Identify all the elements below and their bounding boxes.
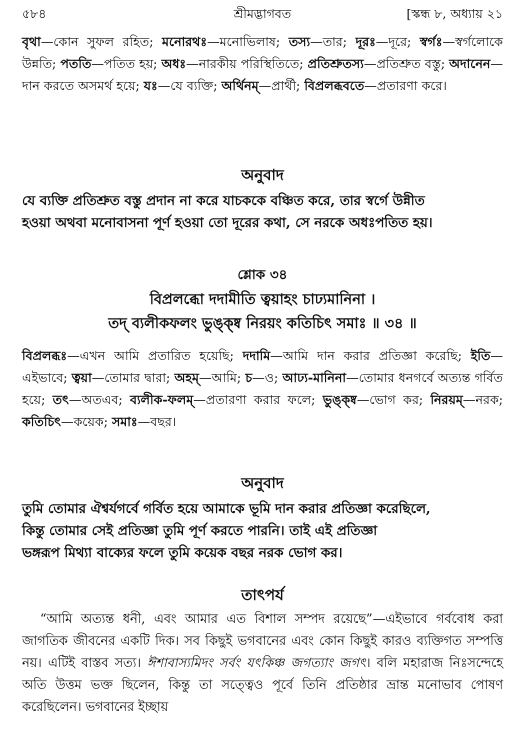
- synonym-term: নিরয়ম্: [430, 392, 463, 407]
- synonym-term: কতিচিৎ: [22, 414, 61, 429]
- synonym-term: অধঃ: [161, 56, 187, 71]
- translation-2-line-1: তুমি তোমার ঐশ্বর্যগর্বে গর্বিত হয়ে আমাকে ভূমি দান করার প্রতিজ্ঞা করেছিলে,: [22, 501, 431, 517]
- translation-2-line-3: ভঙ্গরূপ মিথ্যা বাক্যের ফলে তুমি কয়েক বছর নরক ভোগ কর।: [22, 545, 343, 561]
- synonym-term: ইতি: [470, 348, 491, 363]
- synonym-term: তস্য: [288, 34, 311, 49]
- page-number: ৫৮৪: [22, 6, 47, 21]
- synonym-term: অহম্: [174, 370, 199, 385]
- purport-heading: তাৎপর্য: [241, 586, 284, 604]
- translation-heading-1: অনুবাদ: [241, 166, 284, 184]
- translation-heading-2: অনুবাদ: [241, 474, 284, 492]
- synonym-meaning: —প্রতারণা করার ফলে;: [193, 392, 323, 407]
- translation-1-line-1: যে ব্যক্তি প্রতিশ্রুত বস্তু প্রদান না করে যাচককে বঞ্চিত করে, তার স্বর্গে উন্নীত: [22, 193, 425, 209]
- purport-text-b: । বলি মহারাজ নিঃসন্দেহে অতি উত্তম ভক্ত ছিলেন, কিন্তু তা সত্ত্বেও পূর্বে তিনি প্রতিষ্ঠার ভ্রান্ত মনোভাব পোষণ করেছিলেন। ভগবানের ইচ্ছায়: [22, 656, 503, 715]
- synonym-meaning: —বছর।: [137, 414, 177, 429]
- synonym-term: ভুঙ্ক্ষ্ব: [322, 392, 357, 407]
- synonym-term: বিপ্রলব্ধঃ: [22, 348, 68, 363]
- synonym-meaning: —আমি দান করার প্রতিজ্ঞা করেছি;: [270, 348, 471, 363]
- synonym-meaning: —প্রতারণা করে।: [364, 78, 447, 93]
- synonym-meaning: —যে ব্যক্তি;: [157, 78, 222, 93]
- purport-paragraph: [22, 609, 503, 719]
- section-reference: [স্কন্ধ ৮, অধ্যায় ২১: [406, 6, 503, 21]
- synonyms-block-top: [22, 31, 503, 97]
- synonym-meaning: —কয়েক;: [61, 414, 112, 429]
- translation-paragraph-2: [22, 498, 503, 564]
- synonym-term: মনোরথঃ: [162, 34, 208, 49]
- book-title: শ্রীমদ্ভাগবত: [233, 6, 292, 21]
- synonym-term: ব্যলীক-ফলম্: [129, 392, 194, 407]
- synonym-meaning: —ভোগ কর;: [356, 392, 431, 407]
- synonym-meaning: —এইভাবে;: [22, 348, 503, 385]
- synonym-meaning: —প্রতিশ্রুত বস্তু;: [363, 56, 450, 71]
- synonym-term: দদামি: [242, 348, 271, 363]
- synonym-meaning: —স্বর্গলোকে উন্নতি;: [22, 34, 503, 71]
- synonym-term: চ: [245, 370, 253, 385]
- synonym-term: তৎ: [52, 392, 69, 407]
- synonym-meaning: —দান করতে অসমর্থ হয়ে;: [22, 56, 503, 93]
- synonym-term: অদানেন: [449, 56, 491, 71]
- translation-paragraph-1: [22, 190, 503, 234]
- verse-line-1: বিপ্রলব্ধো দদামীতি ত্বয়াহং চাঢ্যমানিনা ।: [149, 291, 376, 308]
- purport-text-a: “আমি অত্যন্ত ধনী, এবং আমার এত বিশাল সম্পদ রয়েছে”—এইভাবে গর্ববোধ করা জাগতিক জীবনের একটি দিক। সব কিছুই ভগবানের এবং কোন কিছুই কারও ব্যক্তিগত সম্পত্তি নয়। এটিই বাস্তব সত্য।: [22, 612, 503, 671]
- translation-2-line-2: কিন্তু তোমার সেই প্রতিজ্ঞা তুমি পূর্ণ করতে পারনি। তাই এই প্রতিজ্ঞা: [22, 523, 378, 539]
- purport-sanskrit-quote: ঈশাবাস্যমিদং সর্বং যৎকিঞ্চ জগত্যাং জগৎ: [147, 656, 366, 671]
- synonym-meaning: —মনোভিলাষ;: [207, 34, 289, 49]
- synonym-term: সমাঃ: [111, 414, 138, 429]
- synonym-meaning: —নরক;: [462, 392, 503, 407]
- synonym-meaning: —এখন আমি প্রতারিত হয়েছি;: [67, 348, 243, 363]
- synonym-term: যঃ: [143, 78, 158, 93]
- synonym-meaning: —তোমার দ্বারা;: [91, 370, 175, 385]
- synonym-term: অর্থিনম্: [221, 78, 259, 93]
- verse-line-2: তদ্ ব্যলীকফলং ভুঙ্ক্ষ্ব নিরয়ং কতিচিৎ সমাঃ ॥ ৩৪ ॥: [108, 315, 417, 332]
- synonym-term: আঢ্য-মানিনা: [282, 370, 347, 385]
- synonym-meaning: —তোমার ধনগর্বে অত্যন্ত গর্বিত হয়ে;: [22, 370, 503, 407]
- synonym-term: স্বর্গঃ: [419, 34, 443, 49]
- synonym-meaning: —পতিত হয়;: [91, 56, 162, 71]
- synonym-meaning: —নারকীয় পরিস্থিতিতে;: [186, 56, 308, 71]
- synonym-meaning: —কোন সুফল রহিত;: [40, 34, 163, 49]
- synonym-meaning: —ও;: [252, 370, 283, 385]
- synonym-term: প্রতিশ্রুতস্য: [307, 56, 364, 71]
- synonym-meaning: —অতএব;: [68, 392, 130, 407]
- synonym-term: পততি: [60, 56, 92, 71]
- synonym-meaning: —তার;: [310, 34, 356, 49]
- synonym-term: বিপ্রলব্ধবতে: [304, 78, 365, 93]
- synonym-meaning: —আমি;: [199, 370, 246, 385]
- page-header: [22, 6, 503, 26]
- synonym-meaning: —প্রার্থী;: [258, 78, 305, 93]
- synonym-term: বৃথা: [22, 34, 41, 49]
- synonym-term: ত্বয়া: [71, 370, 92, 385]
- synonym-meaning: —দূরে;: [375, 34, 420, 49]
- synonym-term: দূরঃ: [355, 34, 376, 49]
- synonyms-block-verse: [22, 345, 503, 433]
- translation-1-line-2: হওয়া অথবা মনোবাসনা পূর্ণ হওয়া তো দূরের কথা, সে নরকে অধঃপতিত হয়।: [22, 215, 433, 231]
- verse-number-heading: শ্লোক ৩৪: [237, 267, 288, 283]
